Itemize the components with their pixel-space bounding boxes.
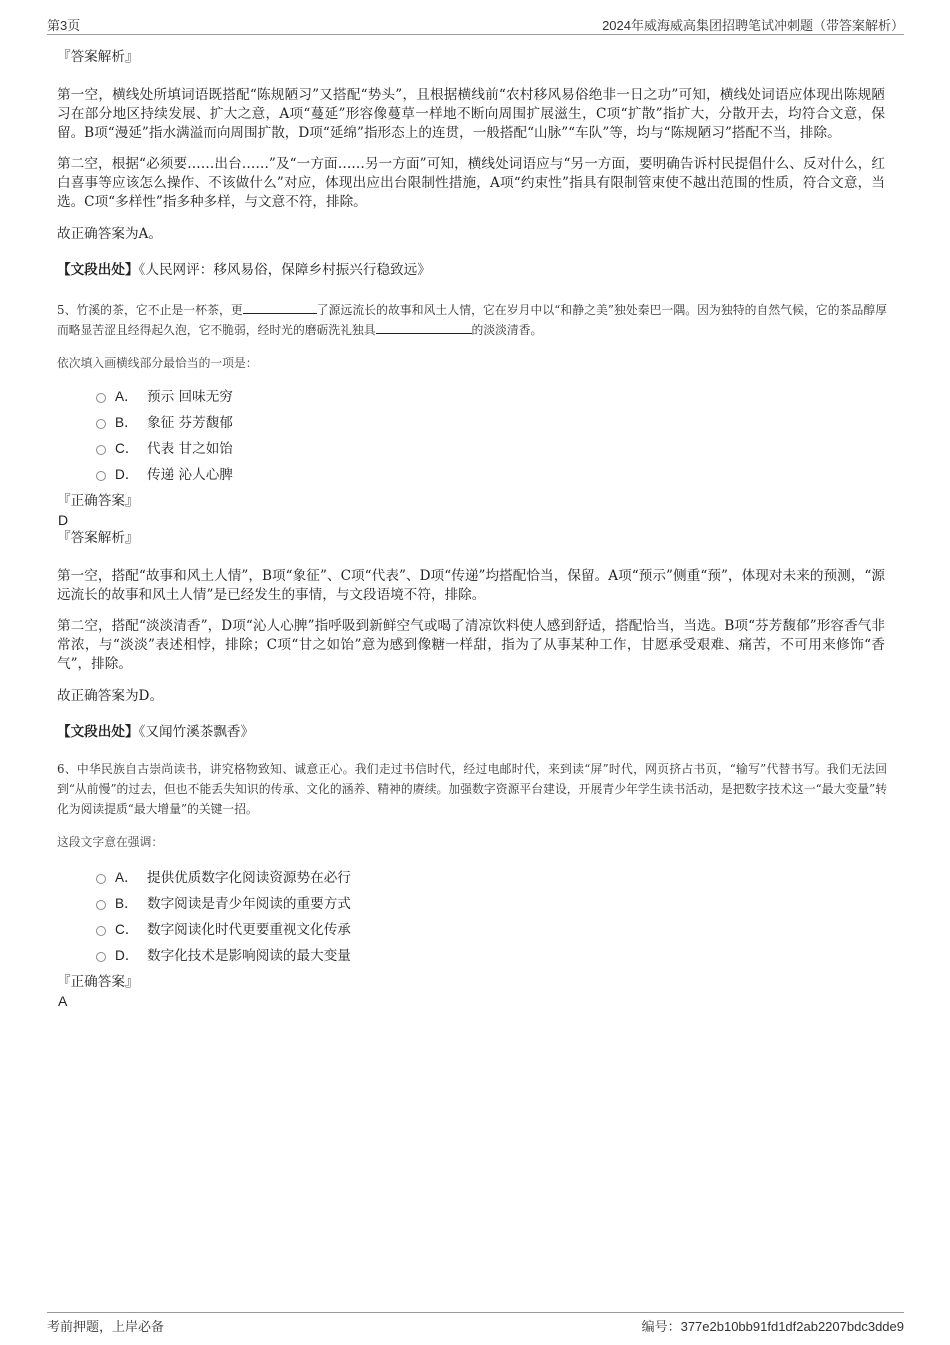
q6-answer: A	[58, 993, 68, 1009]
q4-analysis-para1: 第一空，横线处所填词语既搭配“陈规陋习”又搭配“势头”，且根据横线前“农村移风易俗绝非一日之功”可知，横线处词语应体现出陈规陋习在部分地区持续发展、扩大之意，A项“蔓延”形容像蔓草一样地不断向周围扩展滋生，C项“扩散”指扩大，分散开去，均符合文意，保留。B项“漫延”指水满溢而向周围扩散，D项“延绵”指形态上的连贯，一般搭配“山脉”“车队”等，均与“陈规陋习”搭配不当，排除。	[57, 87, 885, 141]
q5-options	[57, 382, 887, 486]
q5-conclusion: 故正确答案为D。	[57, 688, 164, 704]
q5-blank-2	[376, 322, 472, 334]
q6-option-c[interactable]	[96, 915, 887, 941]
option-key: C．	[115, 922, 139, 937]
q6-option-a[interactable]	[96, 863, 887, 889]
q5-answer: D	[58, 512, 69, 528]
option-text: 数字阅读化时代更要重视文化传承	[147, 922, 351, 938]
q4-source	[57, 261, 887, 280]
q5-stem-part3: 的淡淡清香。	[471, 323, 543, 337]
q4-analysis-label: 『答案解析』	[57, 49, 139, 65]
q5-source-prefix: 【文段出处】	[57, 724, 139, 740]
radio-icon[interactable]	[96, 900, 106, 910]
document-title: 2024年威海威高集团招聘笔试冲刺题（带答案解析）	[602, 18, 904, 33]
option-key: D．	[115, 467, 139, 482]
q5-prompt: 依次填入画横线部分最恰当的一项是：	[57, 356, 258, 370]
q5-option-b[interactable]	[96, 408, 887, 434]
q5-option-a[interactable]	[96, 382, 887, 408]
option-key: B．	[115, 896, 138, 911]
q5-stem-part2: 了源远流长的故事和风土人情，它在岁月中以“和静之美”独处秦巴一隅。因为独特的自然气候，它的茶品醇厚而略显苦涩且经得起久泡，它不脆弱，经时光的磨砺洗礼独具	[57, 303, 887, 337]
radio-icon[interactable]	[96, 419, 106, 429]
q5-stem-part1: 5、竹溪的茶，它不止是一杯茶，更	[57, 303, 243, 317]
q5-source	[57, 723, 887, 742]
page-number: 第3页	[47, 18, 81, 33]
q5-option-d[interactable]	[96, 460, 887, 486]
q6-answer-label: 『正确答案』	[57, 974, 139, 990]
radio-icon[interactable]	[96, 445, 106, 455]
q6-option-d[interactable]	[96, 941, 887, 967]
footer-code-value: 377e2b10bb91fd1df2ab2207bdc3dde9	[680, 1319, 904, 1334]
footer-code	[642, 1316, 904, 1335]
q4-source-title: 《人民网评：移风易俗，保障乡村振兴行稳致远》	[138, 262, 431, 278]
option-key: B．	[115, 415, 138, 430]
q5-stem	[57, 300, 887, 340]
q5-option-c[interactable]	[96, 434, 887, 460]
option-text: 数字阅读是青少年阅读的重要方式	[147, 896, 351, 912]
radio-icon[interactable]	[96, 952, 106, 962]
radio-icon[interactable]	[96, 393, 106, 403]
option-key: C．	[115, 441, 139, 456]
footer-code-label: 编号：	[641, 1319, 681, 1334]
q6-options	[57, 863, 887, 967]
page-footer	[47, 1312, 904, 1333]
option-text: 代表 甘之如饴	[147, 441, 233, 457]
option-key: A．	[115, 389, 138, 404]
q4-analysis-para2: 第二空，根据“必须要……出台……”及“一方面……另一方面”可知，横线处词语应与“另一方面，要明确告诉村民提倡什么、反对什么，红白喜事等应该怎么操作、不该做什么”对应，体现出应出台限制性措施，A项“约束性”指具有限制管束使不越出范围的性质，符合文意，当选。C项“多样性”指多种多样，与文意不符，排除。	[57, 156, 885, 210]
q6-stem: 6、中华民族自古崇尚读书，讲究格物致知、诚意正心。我们走过书信时代，经过电邮时代，来到读“屏”时代，网页挤占书页，“输写”代替书写。我们无法回到“从前慢”的过去，但也不能丢失知识的传承、文化的涵养、精神的赓续。加强数字资源平台建设，开展青少年学生读书活动，是把数字技术这一“最大变量”转化为阅读提质“最大增量”的关键一招。	[57, 762, 887, 816]
q4-source-prefix: 【文段出处】	[57, 262, 139, 278]
q5-analysis-para2: 第二空，搭配“淡淡清香”，D项“沁人心脾”指呼吸到新鲜空气或喝了清凉饮料使人感到舒适，搭配恰当，当选。B项“芬芳馥郁”形容香气非常浓，与“淡淡”表述相悖，排除；C项“甘之如饴”意为感到像糖一样甜，指为了从事某种工作，甘愿承受艰难、痛苦，不可用来修饰“香气”，排除。	[57, 618, 885, 672]
option-key: A．	[115, 870, 138, 885]
option-text: 提供优质数字化阅读资源势在必行	[147, 870, 351, 886]
option-text: 预示 回味无穷	[147, 389, 233, 405]
option-text: 象征 芬芳馥郁	[147, 415, 233, 431]
q5-source-title: 《又闻竹溪茶飘香》	[138, 724, 255, 740]
radio-icon[interactable]	[96, 926, 106, 936]
q6-option-b[interactable]	[96, 889, 887, 915]
page-header	[47, 14, 904, 35]
option-text: 传递 沁人心脾	[147, 467, 233, 483]
radio-icon[interactable]	[96, 471, 106, 481]
radio-icon[interactable]	[96, 874, 106, 884]
q6-prompt: 这段文字意在强调：	[57, 835, 164, 849]
page-content	[57, 40, 887, 1010]
q5-blank-1	[243, 302, 317, 314]
q5-answer-label: 『正确答案』	[57, 493, 139, 509]
footer-slogan: 考前押题，上岸必备	[47, 1319, 165, 1334]
option-text: 数字化技术是影响阅读的最大变量	[147, 948, 351, 964]
q4-conclusion: 故正确答案为A。	[57, 226, 162, 242]
q5-analysis-para1: 第一空，搭配“故事和风土人情”，B项“象征”、C项“代表”、D项“传递”均搭配恰当，保留。A项“预示”侧重“预”，体现对未来的预测，“源远流长的故事和风土人情”是已经发生的事情，与文段语境不符，排除。	[57, 568, 885, 603]
option-key: D．	[115, 948, 139, 963]
q5-analysis-label: 『答案解析』	[57, 530, 139, 546]
